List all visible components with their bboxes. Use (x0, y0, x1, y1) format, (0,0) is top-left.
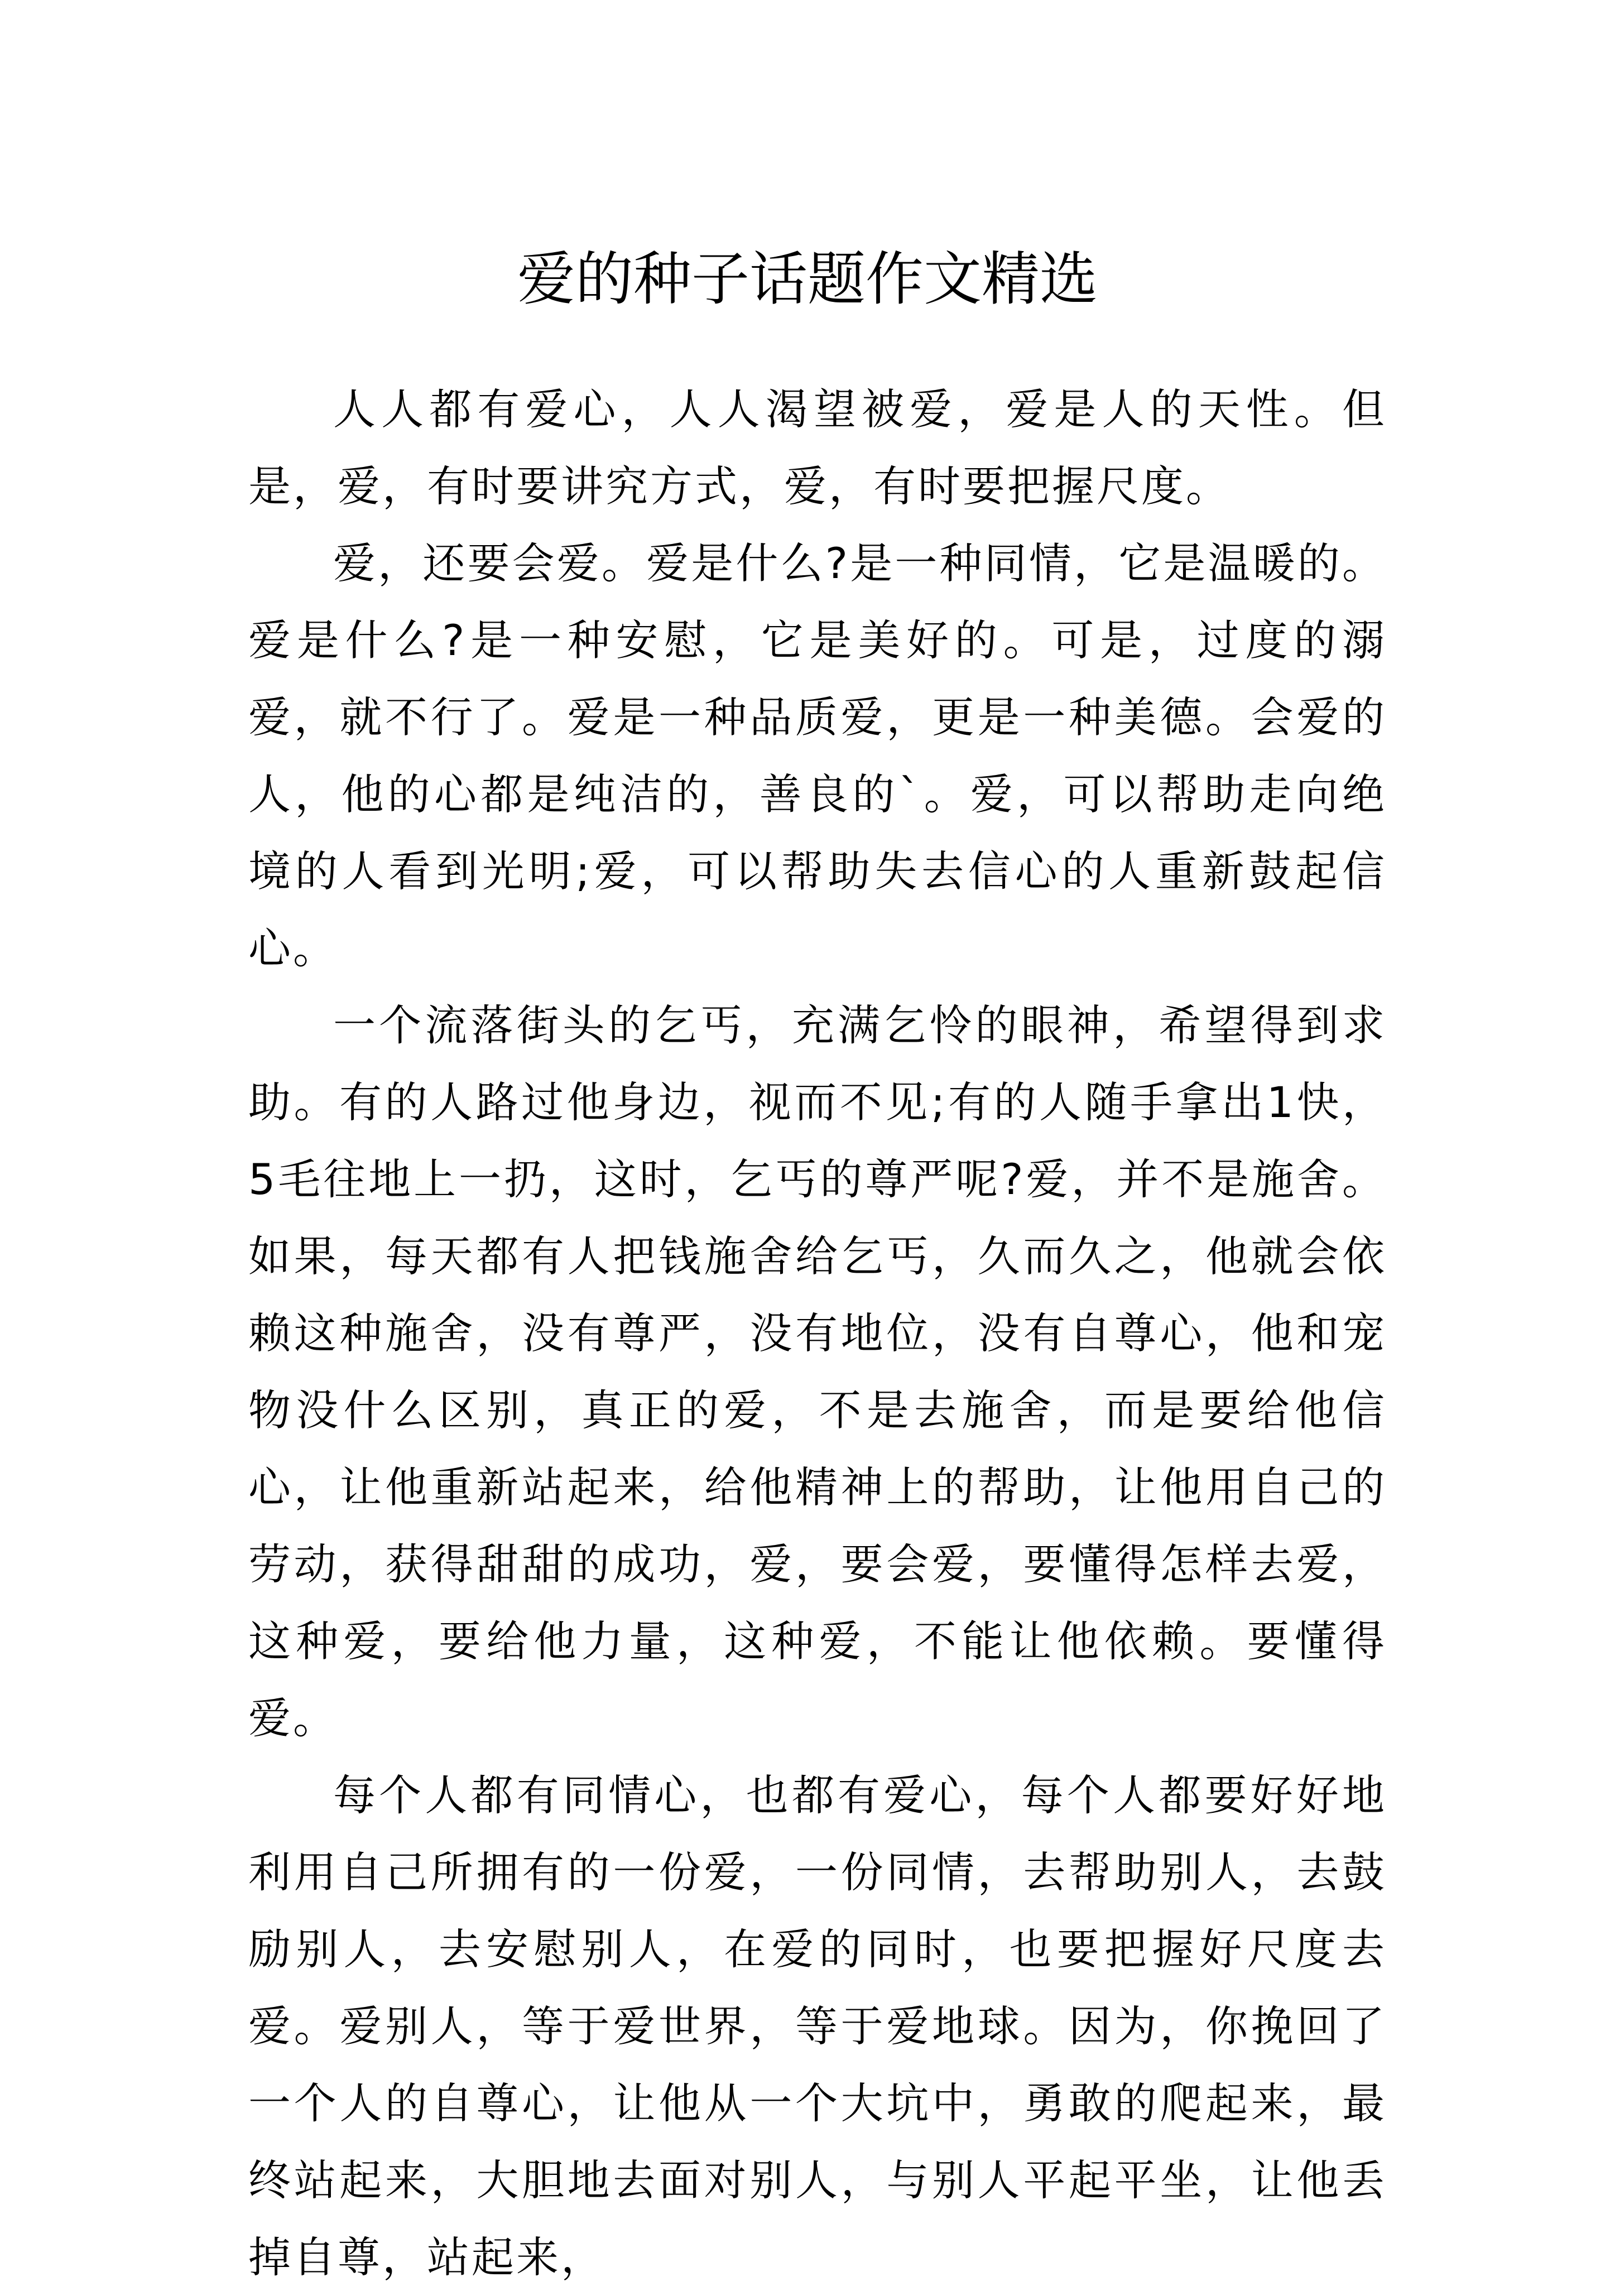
paragraph: 一个流落街头的乞丐，充满乞怜的眼神，希望得到求助。有的人路过他身边，视而不见;有的人随手拿出1快，5毛往地上一扔，这时，乞丐的尊严呢?爱，并不是施舍。如果，每天都有人把钱施舍给乞丐，久而久之，他就会依赖这种施舍，没有尊严，没有地位，没有自尊心，他和宠物没什么区别，真正的爱，不是去施舍，而是要给他信心，让他重新站起来，给他精神上的帮助，让他用自己的劳动，获得甜甜的成功，爱，要会爱，要懂得怎样去爱，这种爱，要给他力量，这种爱，不能让他依赖。要懂得爱。 (248, 1000, 1387, 1743)
document-body (248, 371, 1387, 2296)
paragraph: 爱，还要会爱。爱是什么?是一种同情，它是温暖的。爱是什么?是一种安慰，它是美好的。可是，过度的溺爱，就不行了。爱是一种品质爱，更是一种美德。会爱的人，他的心都是纯洁的，善良的`。爱，可以帮助走向绝境的人看到光明;爱，可以帮助失去信心的人重新鼓起信心。 (248, 538, 1387, 973)
paragraph: 人人都有爱心，人人渴望被爱，爱是人的天性。但是，爱，有时要讲究方式，爱，有时要把握尺度。 (248, 384, 1387, 511)
document-title: 爱的种子话题作文精选 (517, 244, 1098, 313)
paragraph: 每个人都有同情心，也都有爱心，每个人都要好好地利用自己所拥有的一份爱，一份同情，去帮助别人，去鼓励别人，去安慰别人，在爱的同时，也要把握好尺度去爱。爱别人，等于爱世界，等于爱地球。因为，你挽回了一个人的自尊心，让他从一个大坑中，勇敢的爬起来，最终站起来，大胆地去面对别人，与别人平起平坐，让他丢掉自尊，站起来， (248, 1770, 1387, 2282)
